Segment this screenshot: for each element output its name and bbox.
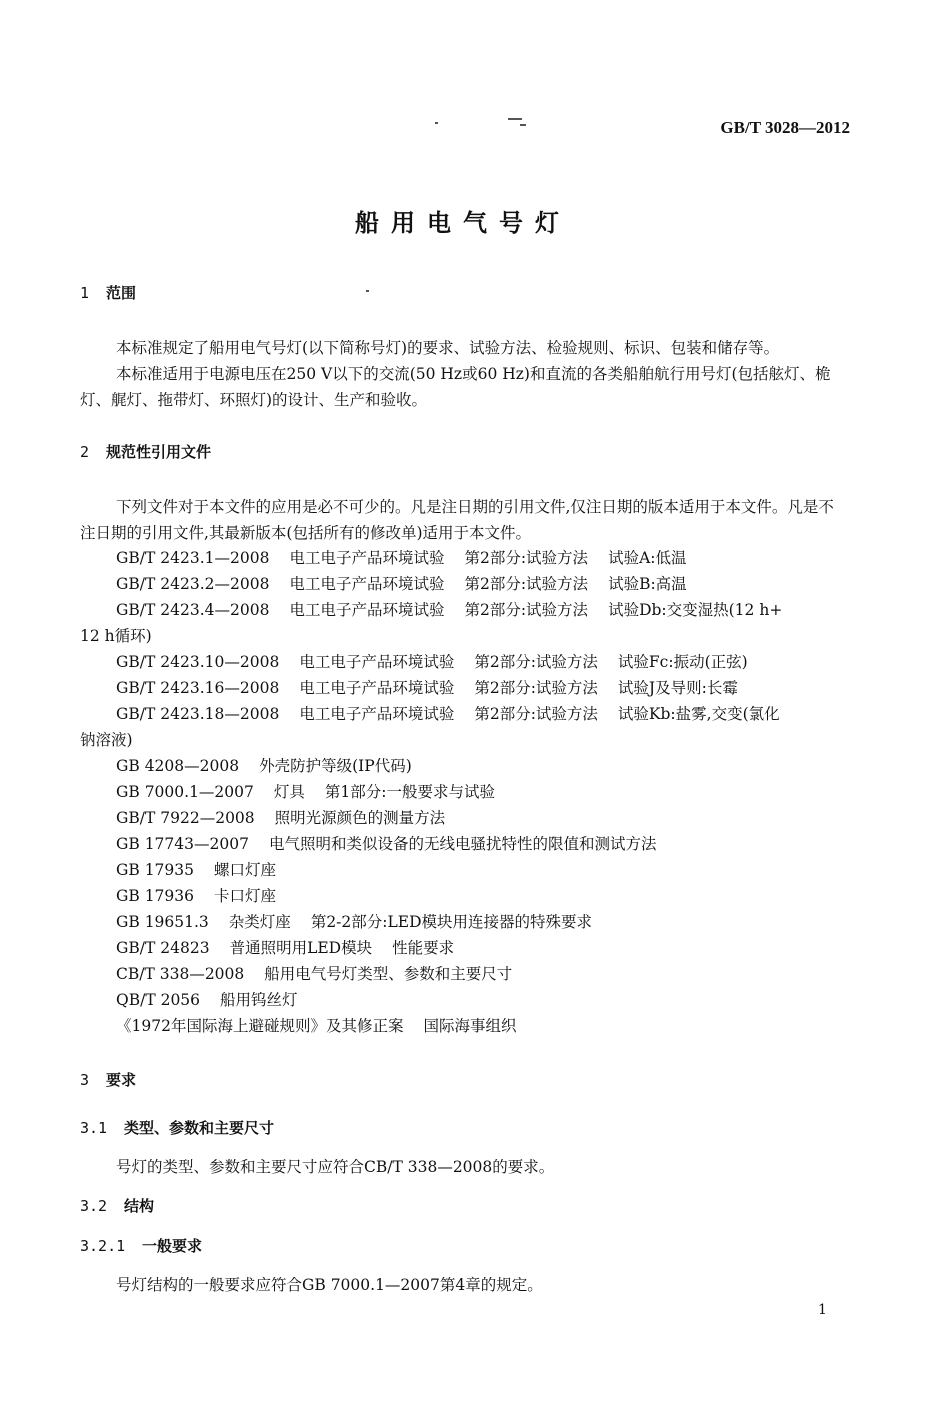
- subsection-3-1-heading: [80, 1117, 274, 1138]
- reference-code: GB 17935: [116, 861, 195, 879]
- reference-title: 第2部分:试验方法: [474, 705, 598, 723]
- section-title: 一般要求: [142, 1237, 203, 1255]
- standard-code: GB/T 3028—2012: [720, 118, 850, 137]
- reference-item: [116, 988, 298, 1010]
- section-title: 范围: [106, 284, 137, 302]
- reference-item: [116, 962, 512, 984]
- reference-title: 灯具: [273, 783, 305, 801]
- reference-item: [116, 598, 782, 620]
- reference-code: CB/T 338—2008: [116, 965, 245, 983]
- reference-item: [116, 546, 686, 568]
- reference-code: GB 7000.1—2007: [116, 783, 254, 801]
- section-3-heading: [80, 1069, 136, 1090]
- reference-title: 第2部分:试验方法: [464, 575, 589, 593]
- reference-title: 试验B:高温: [608, 575, 687, 593]
- reference-code: GB/T 7922—2008: [116, 809, 255, 827]
- reference-title: 第2部分:试验方法: [464, 549, 589, 567]
- section-number: 3.2.1: [80, 1237, 126, 1255]
- reference-title: 电工电子产品环境试验: [299, 653, 455, 671]
- section-number: 3.1: [80, 1119, 108, 1137]
- scope-paragraph-2: 本标准适用于电源电压在250 V以下的交流(50 Hz或60 Hz)和直流的各类船舶航行用号灯(包括舷灯、桅灯、艉灯、拖带灯、环照灯)的设计、生产和验收。: [80, 365, 831, 409]
- reference-title: 杂类灯座: [228, 913, 291, 931]
- reference-code: GB 17936: [116, 887, 195, 905]
- reference-title: 性能要求: [392, 939, 455, 957]
- reference-title: 卡口灯座: [214, 887, 277, 905]
- reference-code: GB/T 2423.1—2008: [116, 549, 270, 567]
- reference-item: [116, 702, 780, 724]
- reference-code: GB/T 2423.16—2008: [116, 679, 280, 697]
- reference-title: 照明光源颜色的测量方法: [274, 809, 446, 827]
- reference-title: 试验Fc:振动(正弦): [617, 653, 748, 671]
- reference-title: 第2部分:试验方法: [464, 601, 589, 619]
- reference-title: 外壳防护等级(IP代码): [259, 757, 412, 775]
- reference-item: [116, 754, 412, 776]
- reference-title: 电工电子产品环境试验: [299, 679, 455, 697]
- scan-speck: [520, 124, 526, 126]
- scan-speck: [508, 118, 522, 120]
- reference-code: GB/T 2423.4—2008: [116, 601, 270, 619]
- reference-item: [116, 884, 276, 906]
- reference-item: [116, 650, 748, 672]
- reference-title: 第2-2部分:LED模块用连接器的特殊要求: [310, 913, 593, 931]
- subsection-3-1-text: 号灯的类型、参数和主要尺寸应符合CB/T 338—2008的要求。: [116, 1158, 555, 1176]
- reference-item: [116, 780, 495, 802]
- reference-title: 电工电子产品环境试验: [289, 601, 445, 619]
- section-title: 类型、参数和主要尺寸: [124, 1119, 275, 1137]
- reference-code: QB/T 2056: [116, 991, 201, 1009]
- reference-code: GB/T 2423.2—2008: [116, 575, 270, 593]
- reference-title: 电工电子产品环境试验: [299, 705, 455, 723]
- section-2-heading: [80, 441, 211, 462]
- scan-speck: [366, 290, 369, 292]
- reference-title: 试验J及导则:长霉: [617, 679, 738, 697]
- reference-title: 螺口灯座: [214, 861, 277, 879]
- section-number: 3.2: [80, 1197, 108, 1215]
- reference-continuation: 12 h循环): [80, 627, 152, 645]
- section-title: 要求: [106, 1071, 137, 1089]
- reference-title: 普通照明用LED模块: [229, 939, 373, 957]
- reference-item: [116, 676, 738, 698]
- reference-title: 试验Kb:盐雾,交变(氯化: [617, 705, 780, 723]
- reference-code: 《1972年国际海上避碰规则》及其修正案: [116, 1017, 404, 1035]
- reference-title: 船用钨丝灯: [220, 991, 298, 1009]
- section-number: 1: [80, 284, 90, 302]
- reference-item: [116, 858, 276, 880]
- reference-item: [116, 806, 445, 828]
- reference-code: GB 17743—2007: [116, 835, 249, 853]
- reference-code: GB/T 2423.10—2008: [116, 653, 280, 671]
- reference-title: 船用电气号灯类型、参数和主要尺寸: [264, 965, 513, 983]
- section-title: 结构: [124, 1197, 155, 1215]
- scope-paragraph-1: 本标准规定了船用电气号灯(以下简称号灯)的要求、试验方法、检验规则、标识、包装和储存等。: [116, 339, 780, 357]
- subsection-3-2-1-text: 号灯结构的一般要求应符合GB 7000.1—2007第4章的规定。: [116, 1276, 543, 1294]
- reference-continuation: 钠溶液): [80, 731, 133, 749]
- reference-code: GB 19651.3: [116, 913, 209, 931]
- reference-item: [116, 832, 656, 854]
- reference-item: [116, 936, 454, 958]
- references-intro: 下列文件对于本文件的应用是必不可少的。凡是注日期的引用文件,仅注日期的版本适用于本文件。凡是不注日期的引用文件,其最新版本(包括所有的修改单)适用于本文件。: [80, 498, 834, 542]
- reference-title: 第2部分:试验方法: [474, 679, 598, 697]
- reference-title: 第2部分:试验方法: [474, 653, 598, 671]
- page-number: 1: [818, 1302, 827, 1318]
- document-title: 船用电气号灯: [355, 209, 571, 237]
- subsection-3-2-heading: [80, 1195, 154, 1216]
- section-number: 3: [80, 1071, 90, 1089]
- reference-item: [116, 572, 687, 594]
- reference-title: 国际海事组织: [423, 1017, 517, 1035]
- section-number: 2: [80, 443, 90, 461]
- reference-title: 试验Db:交变湿热(12 h+: [608, 601, 783, 619]
- section-1-heading: [80, 282, 136, 303]
- subsection-3-2-1-heading: [80, 1235, 202, 1256]
- section-title: 规范性引用文件: [106, 443, 212, 461]
- reference-title: 电工电子产品环境试验: [289, 549, 445, 567]
- reference-code: GB/T 24823: [116, 939, 210, 957]
- reference-title: 电工电子产品环境试验: [289, 575, 445, 593]
- reference-code: GB/T 2423.18—2008: [116, 705, 280, 723]
- reference-item: [116, 910, 592, 932]
- reference-item: [116, 1014, 516, 1036]
- scan-speck: [435, 122, 438, 124]
- reference-title: 试验A:低温: [608, 549, 687, 567]
- reference-title: 电气照明和类似设备的无线电骚扰特性的限值和测试方法: [268, 835, 657, 853]
- reference-title: 第1部分:一般要求与试验: [324, 783, 495, 801]
- reference-code: GB 4208—2008: [116, 757, 240, 775]
